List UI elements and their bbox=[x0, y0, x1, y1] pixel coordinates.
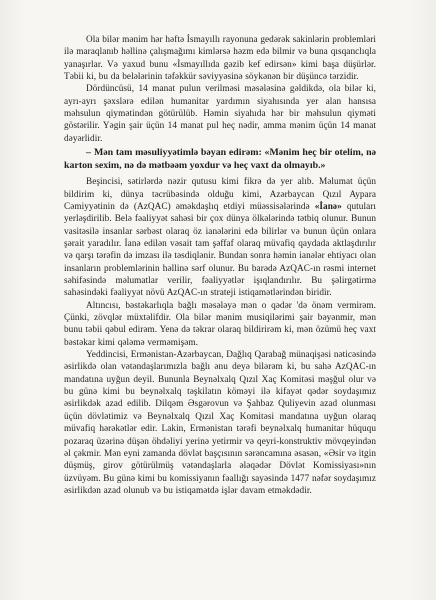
paragraph-4 bbox=[64, 176, 376, 299]
heading-text: Mən tam məsuliyyətimlə bəyan edirəm: «Mənim heç bir otelim, nə karton sexim, nə də mətbəəm yoxdur və heç vaxt da olmayıb.» bbox=[64, 147, 376, 171]
statement-heading bbox=[64, 147, 376, 172]
paragraph-6: Yeddincisi, Ermənistan-Azərbaycan, Dağlıq Qarabağ münaqişəsi nəticəsində əsirlikdə olan vətəndaşlarımızla bağlı ənu deyə bilərəm ki, bu sahə AzQAC-ın mandatına uyğun deyil. Bununla Beynəlxalq Qızıl Xaç Komitəsi məşğul olur və bu günə kimi bu beynəlxalq təşkilatın köməyi ilə kifayət qədər soydaşımız əsirlikdək azad edilib. Dilqəm Əsgərovun və Şahbaz Quliyevin azad olunması üçün dövlətimiz və Beynəlxalq Qızıl Xaç Komitəsi mandatına uyğun olaraq müvafiq hərəkətlər edir. Lakin, Ermənistan tərəfi beynəlxalq humanitar hüququ pozaraq üzərinə düşən öhdəliyi yerinə yetirmir və qeyri-konstruktiv mövqeyindən əl çəkmir. Mən eyni zamanda dövlət başçısının sərəncamına əsasən, «Əsir və itgin düşmüş, girov götürülmüş vətəndaşlarla ələqədər Dövlət Komissiyası»nın üzvüyəm. Bu günə kimi bu komissiyanın fəallığı sayəsində 1477 nəfər soydaşımız əsirlikdən azad olunub və bu istiqamətdə işlər davam etməkdədir. bbox=[64, 350, 376, 496]
paragraph-4-text-before: Beşincisi, sətirlərdə nəzir qutusu kimi fikrə də yer alıb. Məlumat üçün bildirim ki, dünya təcrübəsində olduğu kimi, Azərbaycan Qızıl Aypara Cəmiyyətinin də (AzQAC) əməkdaşlıq etdiyi müəssisələrində bbox=[64, 177, 376, 212]
paragraph-5: Altıncısı, bəstəkarlıqla bağlı məsələyə mən o qədər 'də önəm vermirəm. Çünki, zövqlər müxtəlifdir. Ola bilər mənim musiqilərimi şair bəyənmir, mən bunu təbii qəbul edirəm. Yenə də təkrar olaraq bildirirəm ki, mən özümü heç vaxt bəstəkar kimi qələmə verməmişəm. bbox=[64, 300, 376, 348]
paragraph-1: Ola bilər mənim hər həftə İsmayıllı rayonuna gedərək sakinlərin problemləri ilə maraqlanıb həllinə çalışmağımı kimlərsə həzm edə bilmir və buna qısqanclıqla yanaşırlar. Və yaxud bunu «İsmayıllıda gəzib kef edirsən» kimi başa düşürlər. Təbii ki, bu da belələrinin təfəkkür səviyyəsinə söykənən bir düşüncə tərzidir. bbox=[64, 35, 376, 83]
paragraph-4-text-after: qutuları yerləşdirilib. Belə fəaliyyət sahəsi bir çox dünya ölkələrində tətbiq olunur. Bunun vasitəsilə insanlar sərbəst olaraq öz ianələrini edə bilirlər və bunun üçün onlara şərait yaradılır. İanə edilən vəsait tam şəffaf olaraq müvafiq qaydada aktlaşdırılır və qarşı tərəfin də imzası ilə təsdiqlənir. Bundan sonra həmin ianələr ehtiyacı olan insanların problemlərinin həllinə sərf olunur. Bu barədə AzQAC-ın rəsmi internet səhifəsində məlumatlar verilir, fəaliyyətlər işıqlandırılır. Bu şəlirgətirmə sahəsindəki fəaliyyət növü AzQAC-ın strateji istiqamətlərindən biridir. bbox=[64, 201, 376, 299]
heading-dash: – bbox=[86, 147, 91, 159]
paragraph-2: Dördüncüsü, 14 manat pulun verilməsi məsələsinə gəldikdə, ola bilər ki, ayrı-ayrı şəxslərə edilən humanitar yardımın siyahısında yer alan hansısa məhsulun qiymətindən götürülüb. Həmin siyahıda hər bir məhsulun qiyməti göstərilir. Yəgin şair üçün 14 manat pul heç nədir, amma mənim üçün 14 manat dəyərlidir. bbox=[64, 84, 376, 144]
paragraph-4-bold-term: «İanə» bbox=[314, 201, 342, 212]
